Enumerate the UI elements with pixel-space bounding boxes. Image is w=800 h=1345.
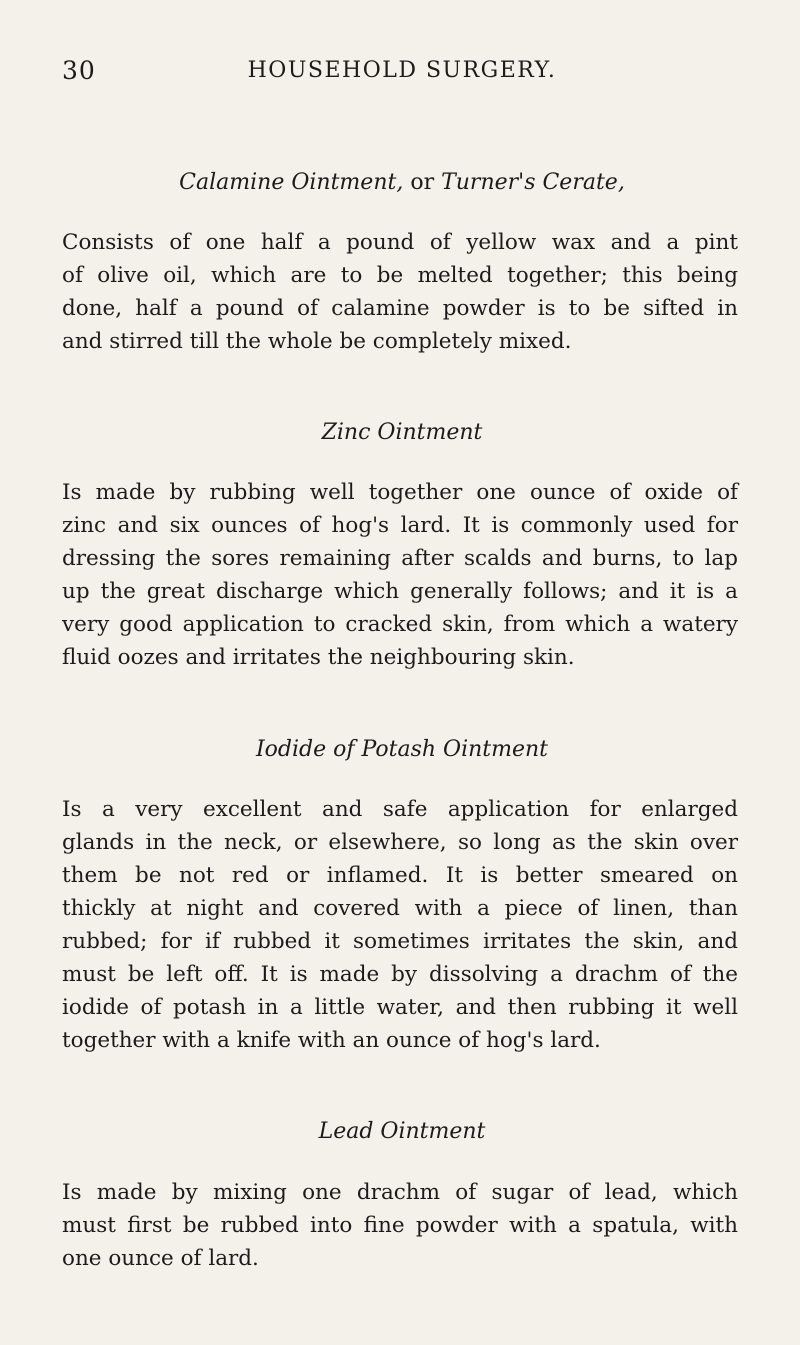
paragraph-line: zinc and six ounces of hog's lard. It is commonly used for	[62, 513, 738, 538]
section-heading-zinc: Zinc Ointment	[321, 420, 483, 445]
paragraph-line: done, half a pound of calamine powder is to be sifted in	[62, 296, 738, 321]
section-heading-lead: Lead Ointment	[318, 1119, 486, 1144]
section-heading-calamine	[62, 170, 742, 195]
paragraph-line: iodide of potash in a little water, and then rubbing it well	[62, 995, 738, 1020]
paragraph-line: Is made by mixing one drachm of sugar of lead, which	[62, 1180, 738, 1205]
paragraph-calamine	[62, 226, 738, 358]
section-heading-iodide: Iodide of Potash Ointment	[255, 737, 549, 762]
paragraph-iodide	[62, 793, 738, 1057]
paragraph-line: Is a very excellent and safe application for enlarged	[62, 797, 738, 822]
paragraph-line: thickly at night and covered with a piece of linen, than	[62, 896, 738, 921]
paragraph-lead	[62, 1176, 738, 1275]
paragraph-line: one ounce of lard.	[62, 1246, 259, 1271]
page-number: 30	[62, 56, 96, 85]
paragraph-line: dressing the sores remaining after scalds and burns, to lap	[62, 546, 738, 571]
paragraph-line: must be left off. It is made by dissolving a drachm of the	[62, 962, 738, 987]
paragraph-zinc	[62, 476, 738, 674]
paragraph-line: together with a knife with an ounce of hog's lard.	[62, 1028, 601, 1053]
paragraph-line: fluid oozes and irritates the neighbouring skin.	[62, 645, 575, 670]
paragraph-line: glands in the neck, or elsewhere, so long as the skin over	[62, 830, 738, 855]
paragraph-line: them be not red or inflamed. It is better smeared on	[62, 863, 738, 888]
heading-calamine-part1: Calamine Ointment,	[179, 170, 404, 195]
heading-calamine-or: or	[403, 170, 442, 195]
paragraph-line: and stirred till the whole be completely mixed.	[62, 329, 572, 354]
paragraph-line: up the great discharge which generally follows; and it is a	[62, 579, 738, 604]
paragraph-line: must first be rubbed into fine powder with a spatula, with	[62, 1213, 738, 1238]
paragraph-line: of olive oil, which are to be melted together; this being	[62, 263, 738, 288]
running-head	[62, 56, 742, 86]
paragraph-line: Is made by rubbing well together one ounce of oxide of	[62, 480, 738, 505]
heading-calamine-part2: Turner's Cerate,	[441, 170, 625, 195]
running-title: HOUSEHOLD SURGERY.	[247, 58, 557, 83]
paragraph-line: very good application to cracked skin, from which a watery	[62, 612, 738, 637]
paragraph-line: Consists of one half a pound of yellow wax and a pint	[62, 230, 738, 255]
paragraph-line: rubbed; for if rubbed it sometimes irritates the skin, and	[62, 929, 738, 954]
